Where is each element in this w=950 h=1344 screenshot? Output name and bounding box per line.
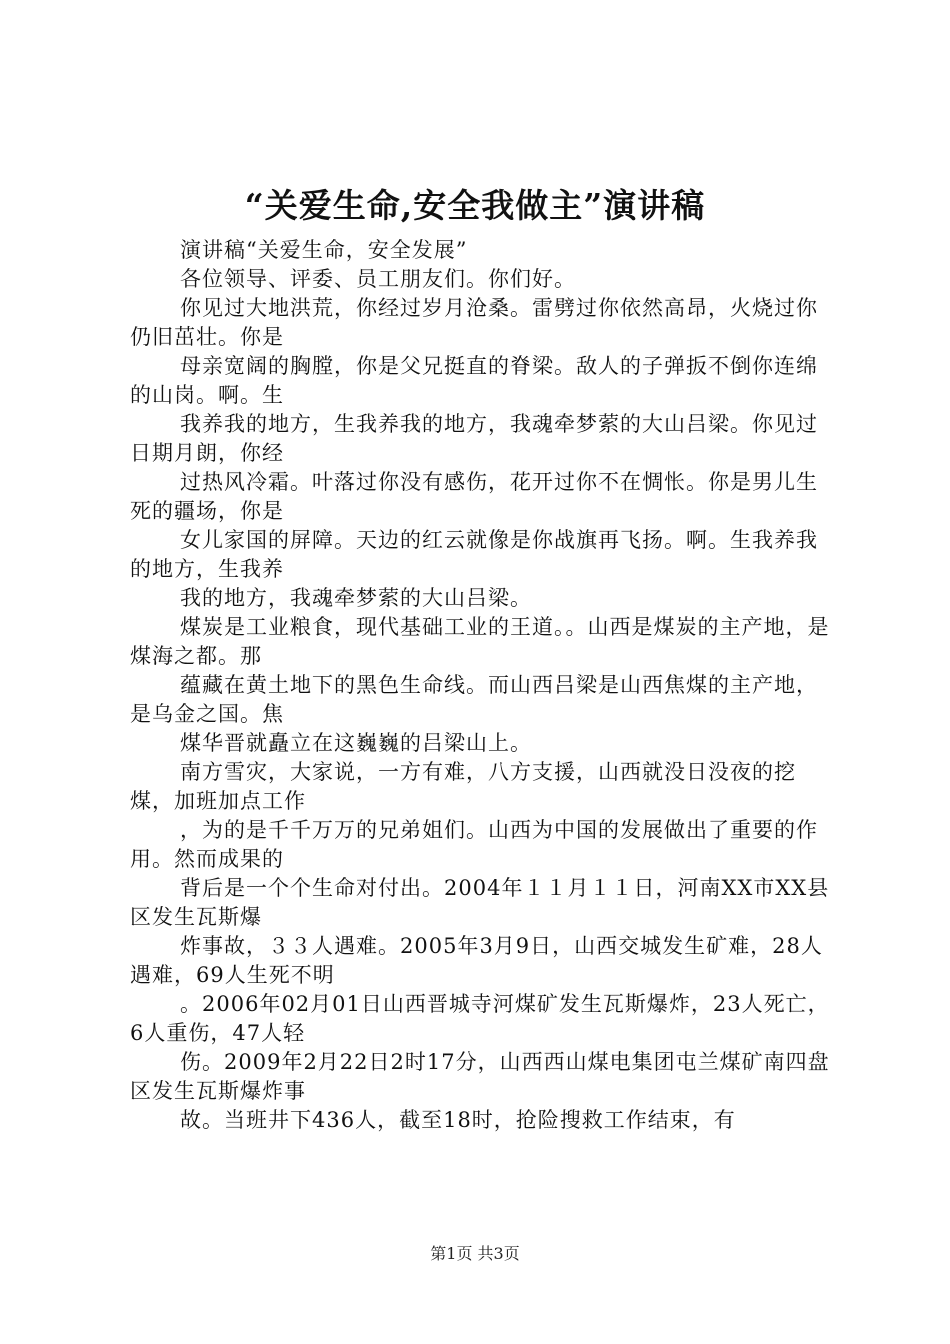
paragraph: 过热风冷霜。叶落过你没有感伤，花开过你不在惆怅。你是男儿生死的疆场，你是 [130,470,818,523]
paragraph: 我的地方，我魂牵梦萦的大山吕梁。 [180,586,532,610]
paragraph: ，为的是千千万万的兄弟姐们。山西为中国的发展做出了重要的作用。然而成果的 [130,818,818,871]
paragraph: 演讲稿“关爱生命，安全发展” [180,238,468,262]
paragraph: 蕴藏在黄土地下的黑色生命线。而山西吕梁是山西焦煤的主产地，是乌金之国。焦 [130,673,818,726]
document-title: “关爱生命,安全我做主”演讲稿 [244,186,706,225]
document-body [130,236,835,1135]
paragraph: 炸事故，３３人遇难。2005年3月9日，山西交城发生矿难，28人遇难，69人生死不明 [130,934,823,987]
paragraph: 故。当班井下436人，截至18时，抢险搜救工作结束，有 [180,1108,736,1132]
paragraph: 母亲宽阔的胸膛，你是父兄挺直的脊梁。敌人的子弹扳不倒你连绵的山岗。啊。生 [130,354,818,407]
paragraph: 。2006年02月01日山西晋城寺河煤矿发生瓦斯爆炸，23人死亡，6人重伤，47人轻 [130,992,830,1045]
paragraph: 你见过大地洪荒，你经过岁月沧桑。雷劈过你依然高昂，火烧过你仍旧茁壮。你是 [130,296,818,349]
paragraph: 我养我的地方，生我养我的地方，我魂牵梦萦的大山吕梁。你见过日期月朗，你经 [130,412,818,465]
paragraph: 煤炭是工业粮食，现代基础工业的王道。。山西是煤炭的主产地，是煤海之都。那 [130,615,830,668]
paragraph: 南方雪灾，大家说，一方有难，八方支援，山西就没日没夜的挖煤，加班加点工作 [130,760,796,813]
paragraph: 女儿家国的屏障。天边的红云就像是你战旗再飞扬。啊。生我养我的地方，生我养 [130,528,818,581]
paragraph: 煤华晋就矗立在这巍巍的吕梁山上。 [180,731,532,755]
paragraph: 背后是一个个生命对付出。2004年１１月１１日，河南XX市XX县区发生瓦斯爆 [130,876,830,929]
paragraph: 伤。2009年2月22日2时17分，山西西山煤电集团屯兰煤矿南四盘区发生瓦斯爆炸事 [130,1050,830,1103]
page-number-footer: 第1页 共3页 [430,1244,520,1263]
paragraph: 各位领导、评委、员工朋友们。你们好。 [180,267,576,291]
